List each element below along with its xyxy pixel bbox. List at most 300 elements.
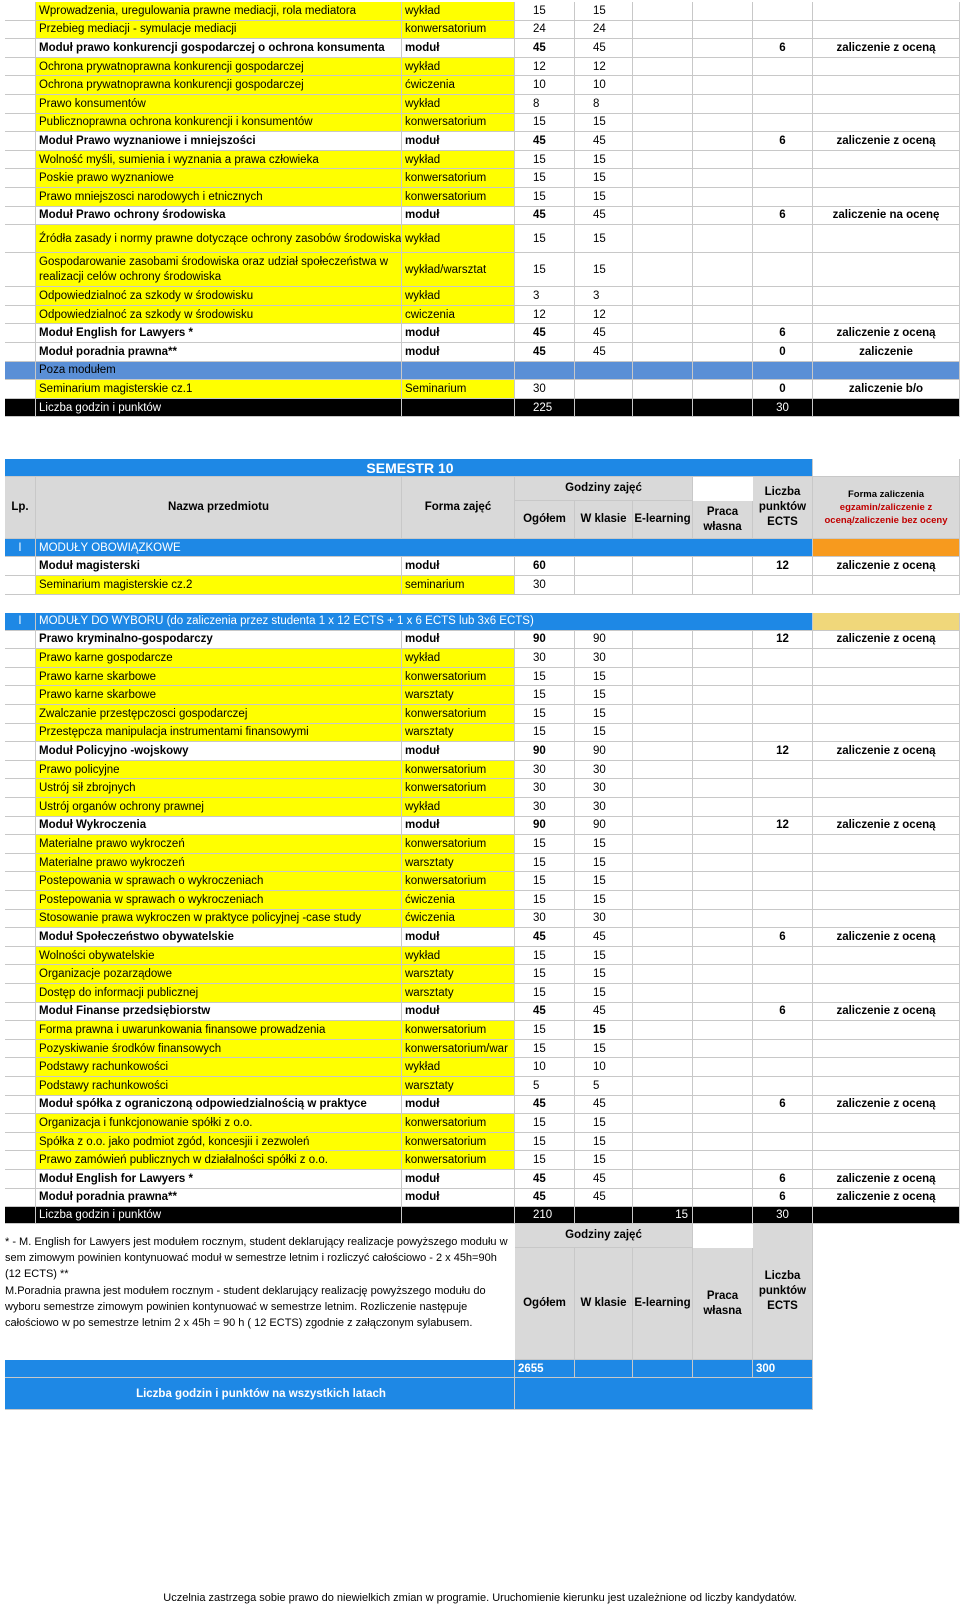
module-row	[5, 1170, 960, 1189]
cell-name: Dostęp do informacji publicznej	[36, 984, 402, 1003]
cell-lp	[5, 668, 36, 687]
cell-wk: 8	[575, 95, 633, 114]
cell-pw	[693, 928, 753, 947]
cell-forma	[813, 151, 960, 170]
cell-name: Odpowiedzialnoć za szkody w środowisku	[36, 287, 402, 306]
cell-el	[633, 742, 693, 761]
cell-name: Postepowania w sprawach o wykroczeniach	[36, 891, 402, 910]
cell-name: Seminarium magisterskie cz.1	[36, 380, 402, 399]
cell-pw	[693, 225, 753, 253]
cell-lp	[5, 686, 36, 705]
cell-og: 15	[515, 984, 575, 1003]
cell-lp	[5, 761, 36, 780]
subject-row	[5, 947, 960, 966]
cell-el	[633, 1003, 693, 1022]
cell-lp	[5, 1077, 36, 1096]
cell-name: Moduł magisterski	[36, 557, 402, 576]
module-row	[5, 132, 960, 151]
cell-lp	[5, 817, 36, 836]
cell-el	[633, 1151, 693, 1170]
cell-og: 15	[515, 686, 575, 705]
cell-name: Seminarium magisterskie cz.2	[36, 576, 402, 595]
cell-wk: 15	[575, 668, 633, 687]
cell-forma	[813, 984, 960, 1003]
cell-name: Moduł Wykroczenia	[36, 817, 402, 836]
cell-forma	[813, 686, 960, 705]
subject-row	[5, 910, 960, 929]
cell-ects: 6	[753, 324, 813, 343]
cell-forma: zaliczenie z oceną	[813, 631, 960, 650]
cell-form: konwersatorium	[402, 188, 515, 207]
header2-pw: Praca własna	[693, 1248, 753, 1360]
cell-ects	[753, 1077, 813, 1096]
cell-lp	[5, 965, 36, 984]
cell-el	[633, 1114, 693, 1133]
grand-blank	[693, 1360, 753, 1378]
cell-og: 15	[515, 169, 575, 188]
cell-el	[633, 380, 693, 399]
cell-name: Pozyskiwanie środków finansowych	[36, 1040, 402, 1059]
cell-ects	[753, 965, 813, 984]
cell-forma: zaliczenie z oceną	[813, 1096, 960, 1115]
subject-row	[5, 686, 960, 705]
cell-name: Przestępcza manipulacja instrumentami finansowymi	[36, 724, 402, 743]
cell-og: 45	[515, 1096, 575, 1115]
cell-lp	[5, 1207, 36, 1224]
cell-ects	[753, 854, 813, 873]
cell-name: Prawo karne gospodarcze	[36, 649, 402, 668]
cell-lp	[5, 1189, 36, 1208]
header-ects: Liczba punktów ECTS	[753, 477, 813, 539]
cell-wk: 30	[575, 910, 633, 929]
note-english: * - M. English for Lawyers jest modułem rocznym, student deklarujący realizacje powyższego modułu w sem zimowym powinien kontynuować moduł w semestrze letnim i rozliczyć całościowo - 2 x 45h=90h (12 ECTS) **	[5, 1236, 508, 1280]
cell-wk: 15	[575, 1040, 633, 1059]
module-row	[5, 324, 960, 343]
cell-name: Odpowiedzialnoć za szkody w środowisku	[36, 306, 402, 325]
cell-wk: 45	[575, 324, 633, 343]
cell-pw	[693, 742, 753, 761]
cell-pw	[693, 132, 753, 151]
cell-name: Podstawy rachunkowości	[36, 1058, 402, 1077]
header-lp: Lp.	[5, 477, 36, 539]
cell-el	[633, 132, 693, 151]
subject-row	[5, 1151, 960, 1170]
cell-name: Prawo karne skarbowe	[36, 668, 402, 687]
cell-name: Materialne prawo wykroczeń	[36, 835, 402, 854]
cell-forma	[813, 798, 960, 817]
cell-name: Ustrój sił zbrojnych	[36, 779, 402, 798]
cell-og: 15	[515, 668, 575, 687]
cell-form: moduł	[402, 132, 515, 151]
cell-og: 45	[515, 207, 575, 226]
cell-forma	[813, 459, 960, 477]
cell-forma	[813, 1207, 960, 1224]
cell-wk: 3	[575, 287, 633, 306]
cell-ects: 6	[753, 1003, 813, 1022]
cell-lp	[5, 1151, 36, 1170]
cell-pw	[693, 872, 753, 891]
cell-form: konwersatorium	[402, 668, 515, 687]
module-row	[5, 928, 960, 947]
cell-form: wykład	[402, 649, 515, 668]
cell-name: Moduł English for Lawyers *	[36, 1170, 402, 1189]
cell-wk: 24	[575, 21, 633, 40]
cell-forma	[813, 910, 960, 929]
cell-lp	[5, 380, 36, 399]
cell-el	[633, 984, 693, 1003]
cell-pw	[693, 576, 753, 595]
cell-og: 45	[515, 324, 575, 343]
cell-forma	[813, 76, 960, 95]
subject-row	[5, 891, 960, 910]
cell-pw	[693, 779, 753, 798]
cell-lp	[5, 984, 36, 1003]
cell-wk: 15	[575, 965, 633, 984]
cell-forma	[813, 21, 960, 40]
cell-form: ćwiczenia	[402, 891, 515, 910]
cell-wk: 90	[575, 742, 633, 761]
cell-ects	[753, 1040, 813, 1059]
cell-pw	[693, 705, 753, 724]
cell-lp	[5, 649, 36, 668]
cell-og: 5	[515, 1077, 575, 1096]
cell-ects	[753, 225, 813, 253]
cell-form: konwersatorium	[402, 1133, 515, 1152]
cell-form: konwersatorium	[402, 835, 515, 854]
header-form: Forma zajęć	[402, 477, 515, 539]
cell-pw	[693, 1058, 753, 1077]
cell-form: konwersatorium	[402, 1021, 515, 1040]
cell-form: moduł	[402, 207, 515, 226]
cell-name: Moduł Prawo ochrony środowiska	[36, 207, 402, 226]
cell-forma	[813, 947, 960, 966]
cell-ects	[753, 668, 813, 687]
cell-wk: 15	[575, 891, 633, 910]
cell-wk: 45	[575, 343, 633, 362]
cell-forma	[813, 2, 960, 21]
cell-pw	[693, 287, 753, 306]
cell-form: konwersatorium/war	[402, 1040, 515, 1059]
cell-og: 30	[515, 779, 575, 798]
cell-el	[633, 287, 693, 306]
cell-form: wykład	[402, 95, 515, 114]
cell-form: warsztaty	[402, 1077, 515, 1096]
cell-wk: 15	[575, 1021, 633, 1040]
cell-ects	[753, 169, 813, 188]
cell-form: wykład	[402, 58, 515, 77]
cell-forma	[813, 705, 960, 724]
grand-label: Liczba godzin i punktów na wszystkich latach	[5, 1378, 515, 1410]
cell-pw	[693, 1040, 753, 1059]
cell-lp	[5, 1133, 36, 1152]
cell-ects	[753, 1021, 813, 1040]
cell-lp	[5, 399, 36, 418]
cell-lp	[5, 742, 36, 761]
subject-row	[5, 724, 960, 743]
header-el: E-learning	[633, 501, 693, 539]
cell-name: Publicznoprawna ochrona konkurencji i konsumentów	[36, 114, 402, 133]
cell-lp	[5, 207, 36, 226]
cell-wk: 15	[575, 2, 633, 21]
table-header-row	[5, 477, 960, 539]
cell-ects	[753, 724, 813, 743]
grand-blue-right	[515, 1378, 813, 1410]
subject-row	[5, 649, 960, 668]
cell-forma	[813, 779, 960, 798]
cell-form: moduł	[402, 557, 515, 576]
cell-name: Stosowanie prawa wykroczen w praktyce policyjnej -case study	[36, 910, 402, 929]
cell-form	[402, 1207, 515, 1224]
total-row-sem10	[5, 1207, 960, 1224]
cell-forma: zaliczenie z oceną	[813, 1170, 960, 1189]
cell-el	[633, 649, 693, 668]
cell-lp	[5, 724, 36, 743]
cell-wk: 15	[575, 151, 633, 170]
cell-form: moduł	[402, 39, 515, 58]
cell-og	[515, 362, 575, 381]
cell-form	[402, 362, 515, 381]
cell-lp	[5, 705, 36, 724]
cell-form: moduł	[402, 1170, 515, 1189]
cell-pw	[693, 343, 753, 362]
cell-lp	[5, 854, 36, 873]
subject-row	[5, 151, 960, 170]
cell-form: wykład	[402, 947, 515, 966]
cell-el	[633, 891, 693, 910]
cell-og: 45	[515, 928, 575, 947]
cell-pw	[693, 1151, 753, 1170]
module-row	[5, 631, 960, 650]
cell-og: 210	[515, 1207, 575, 1224]
cell-lp	[5, 253, 36, 287]
header2-wk: W klasie	[575, 1248, 633, 1360]
cell-pw	[693, 95, 753, 114]
cell-pw	[693, 1207, 753, 1224]
cell-pw	[693, 965, 753, 984]
cell-og: 30	[515, 576, 575, 595]
cell-pw	[693, 39, 753, 58]
cell-ects	[753, 1058, 813, 1077]
cell-el	[633, 151, 693, 170]
cell-wk: 12	[575, 306, 633, 325]
cell-wk: 15	[575, 854, 633, 873]
cell-og: 15	[515, 1114, 575, 1133]
cell-lp	[5, 798, 36, 817]
cell-og: 90	[515, 742, 575, 761]
cell-pw	[693, 1114, 753, 1133]
cell-og: 30	[515, 380, 575, 399]
cell-form: seminarium	[402, 576, 515, 595]
cell-forma	[813, 539, 960, 557]
cell-og: 15	[515, 854, 575, 873]
cell-el	[633, 343, 693, 362]
subject-row	[5, 169, 960, 188]
cell-ects	[753, 947, 813, 966]
cell-ects: 6	[753, 132, 813, 151]
subject-row	[5, 705, 960, 724]
cell-form: ćwiczenia	[402, 910, 515, 929]
cell-forma	[813, 1058, 960, 1077]
cell-ects	[753, 362, 813, 381]
module-row	[5, 343, 960, 362]
cell-og: 15	[515, 225, 575, 253]
cell-og: 10	[515, 1058, 575, 1077]
cell-lp	[5, 1021, 36, 1040]
subject-row	[5, 362, 960, 381]
cell-forma	[813, 287, 960, 306]
cell-forma: zaliczenie z oceną	[813, 39, 960, 58]
cell-form: wykład/warsztat	[402, 253, 515, 287]
cell-el	[633, 557, 693, 576]
cell-og: 45	[515, 1189, 575, 1208]
cell-el	[633, 58, 693, 77]
cell-form: konwersatorium	[402, 21, 515, 40]
spacer-row	[5, 439, 960, 459]
cell-name: Spółka z o.o. jako podmiot zgód, koncesjii i zezwoleń	[36, 1133, 402, 1152]
cell-form: konwersatorium	[402, 1114, 515, 1133]
cell-form: cwiczenia	[402, 306, 515, 325]
cell-name: Ustrój organów ochrony prawnej	[36, 798, 402, 817]
cell-wk: 30	[575, 761, 633, 780]
cell-og: 45	[515, 1170, 575, 1189]
cell-ects	[753, 253, 813, 287]
cell-pw	[693, 1170, 753, 1189]
cell-name: Liczba godzin i punktów	[36, 399, 402, 418]
cell-og: 15	[515, 188, 575, 207]
cell-og: 15	[515, 253, 575, 287]
cell-pw	[693, 1189, 753, 1208]
cell-ects	[753, 306, 813, 325]
cell-wk: 15	[575, 1151, 633, 1170]
cell-lp	[5, 947, 36, 966]
cell-ects: 6	[753, 207, 813, 226]
cell-ects: 0	[753, 380, 813, 399]
cell-og: 45	[515, 343, 575, 362]
cell-ects	[753, 761, 813, 780]
cell-ects: 0	[753, 343, 813, 362]
cell-og: 15	[515, 947, 575, 966]
cell-forma	[813, 169, 960, 188]
cell-pw	[693, 649, 753, 668]
cell-wk	[575, 399, 633, 418]
cell-lp	[5, 2, 36, 21]
cell-ects	[753, 21, 813, 40]
cell-og: 8	[515, 95, 575, 114]
cell-form: wykład	[402, 798, 515, 817]
cell-og: 12	[515, 58, 575, 77]
cell-name: Prawo mniejszosci narodowych i etnicznych	[36, 188, 402, 207]
cell-ects	[753, 891, 813, 910]
cell-lp	[5, 631, 36, 650]
cell-forma	[813, 965, 960, 984]
cell-ects	[753, 1114, 813, 1133]
cell-wk: 15	[575, 705, 633, 724]
cell-el	[633, 910, 693, 929]
module-row	[5, 1003, 960, 1022]
cell-og: 15	[515, 705, 575, 724]
cell-name: Źródła zasady i normy prawne dotyczące ochrony zasobów środowiska	[36, 225, 402, 253]
cell-forma: zaliczenie z oceną	[813, 742, 960, 761]
module-row	[5, 817, 960, 836]
subject-row	[5, 965, 960, 984]
cell-wk	[575, 362, 633, 381]
cell-el	[633, 928, 693, 947]
cell-form: warsztaty	[402, 984, 515, 1003]
grand-blank	[575, 1360, 633, 1378]
subject-row	[5, 2, 960, 21]
cell-pw	[693, 798, 753, 817]
cell-forma	[813, 362, 960, 381]
cell-pw	[693, 306, 753, 325]
cell-forma	[813, 253, 960, 287]
cell-name: Wolności obywatelskie	[36, 947, 402, 966]
cell-wk: 12	[575, 58, 633, 77]
cell-pw	[693, 761, 753, 780]
cell-form: moduł	[402, 817, 515, 836]
cell-pw	[693, 207, 753, 226]
cell-lp	[5, 343, 36, 362]
cell-form: konwersatorium	[402, 1151, 515, 1170]
cell-form	[402, 399, 515, 418]
subject-row	[5, 58, 960, 77]
cell-forma	[813, 58, 960, 77]
cell-wk: 30	[575, 798, 633, 817]
cell-el	[633, 947, 693, 966]
cell-el	[633, 631, 693, 650]
cell-name: Gospodarowanie zasobami środowiska oraz udział społeczeństwa w realizacji celów ochrony środowiska	[36, 253, 402, 287]
cell-el	[633, 761, 693, 780]
cell-pw	[693, 169, 753, 188]
cell-og: 15	[515, 1151, 575, 1170]
cell-lp	[5, 779, 36, 798]
cell-form: moduł	[402, 742, 515, 761]
cell-ects: 30	[753, 1207, 813, 1224]
cell-ects: 12	[753, 817, 813, 836]
cell-form: wykład	[402, 151, 515, 170]
header-praca: Praca własna	[693, 501, 753, 539]
cell-lp	[5, 58, 36, 77]
cell-forma: zaliczenie z oceną	[813, 928, 960, 947]
cell-forma	[813, 872, 960, 891]
cell-wk: 45	[575, 132, 633, 151]
cell-el	[633, 1058, 693, 1077]
cell-name: Postepowania w sprawach o wykroczeniach	[36, 872, 402, 891]
cell-ects: 6	[753, 1170, 813, 1189]
cell-ects	[753, 686, 813, 705]
subject-row	[5, 1114, 960, 1133]
cell-og: 45	[515, 132, 575, 151]
subject-row	[5, 188, 960, 207]
cell-name: Materialne prawo wykroczeń	[36, 854, 402, 873]
cell-forma: zaliczenie z oceną	[813, 557, 960, 576]
cell-og: 30	[515, 798, 575, 817]
cell-form: ćwiczenia	[402, 76, 515, 95]
cell-og: 15	[515, 114, 575, 133]
cell-forma	[813, 613, 960, 631]
cell-el	[633, 188, 693, 207]
cell-el	[633, 1096, 693, 1115]
subject-row	[5, 835, 960, 854]
cell-og: 15	[515, 724, 575, 743]
cell-ects	[753, 576, 813, 595]
cell-lp: I	[5, 539, 36, 557]
cell-form: warsztaty	[402, 686, 515, 705]
cell-name: Moduł poradnia prawna**	[36, 1189, 402, 1208]
cell-lp	[5, 39, 36, 58]
cell-pw	[693, 380, 753, 399]
cell-forma	[813, 854, 960, 873]
header2-godziny: Godziny zajęć	[515, 1224, 693, 1248]
